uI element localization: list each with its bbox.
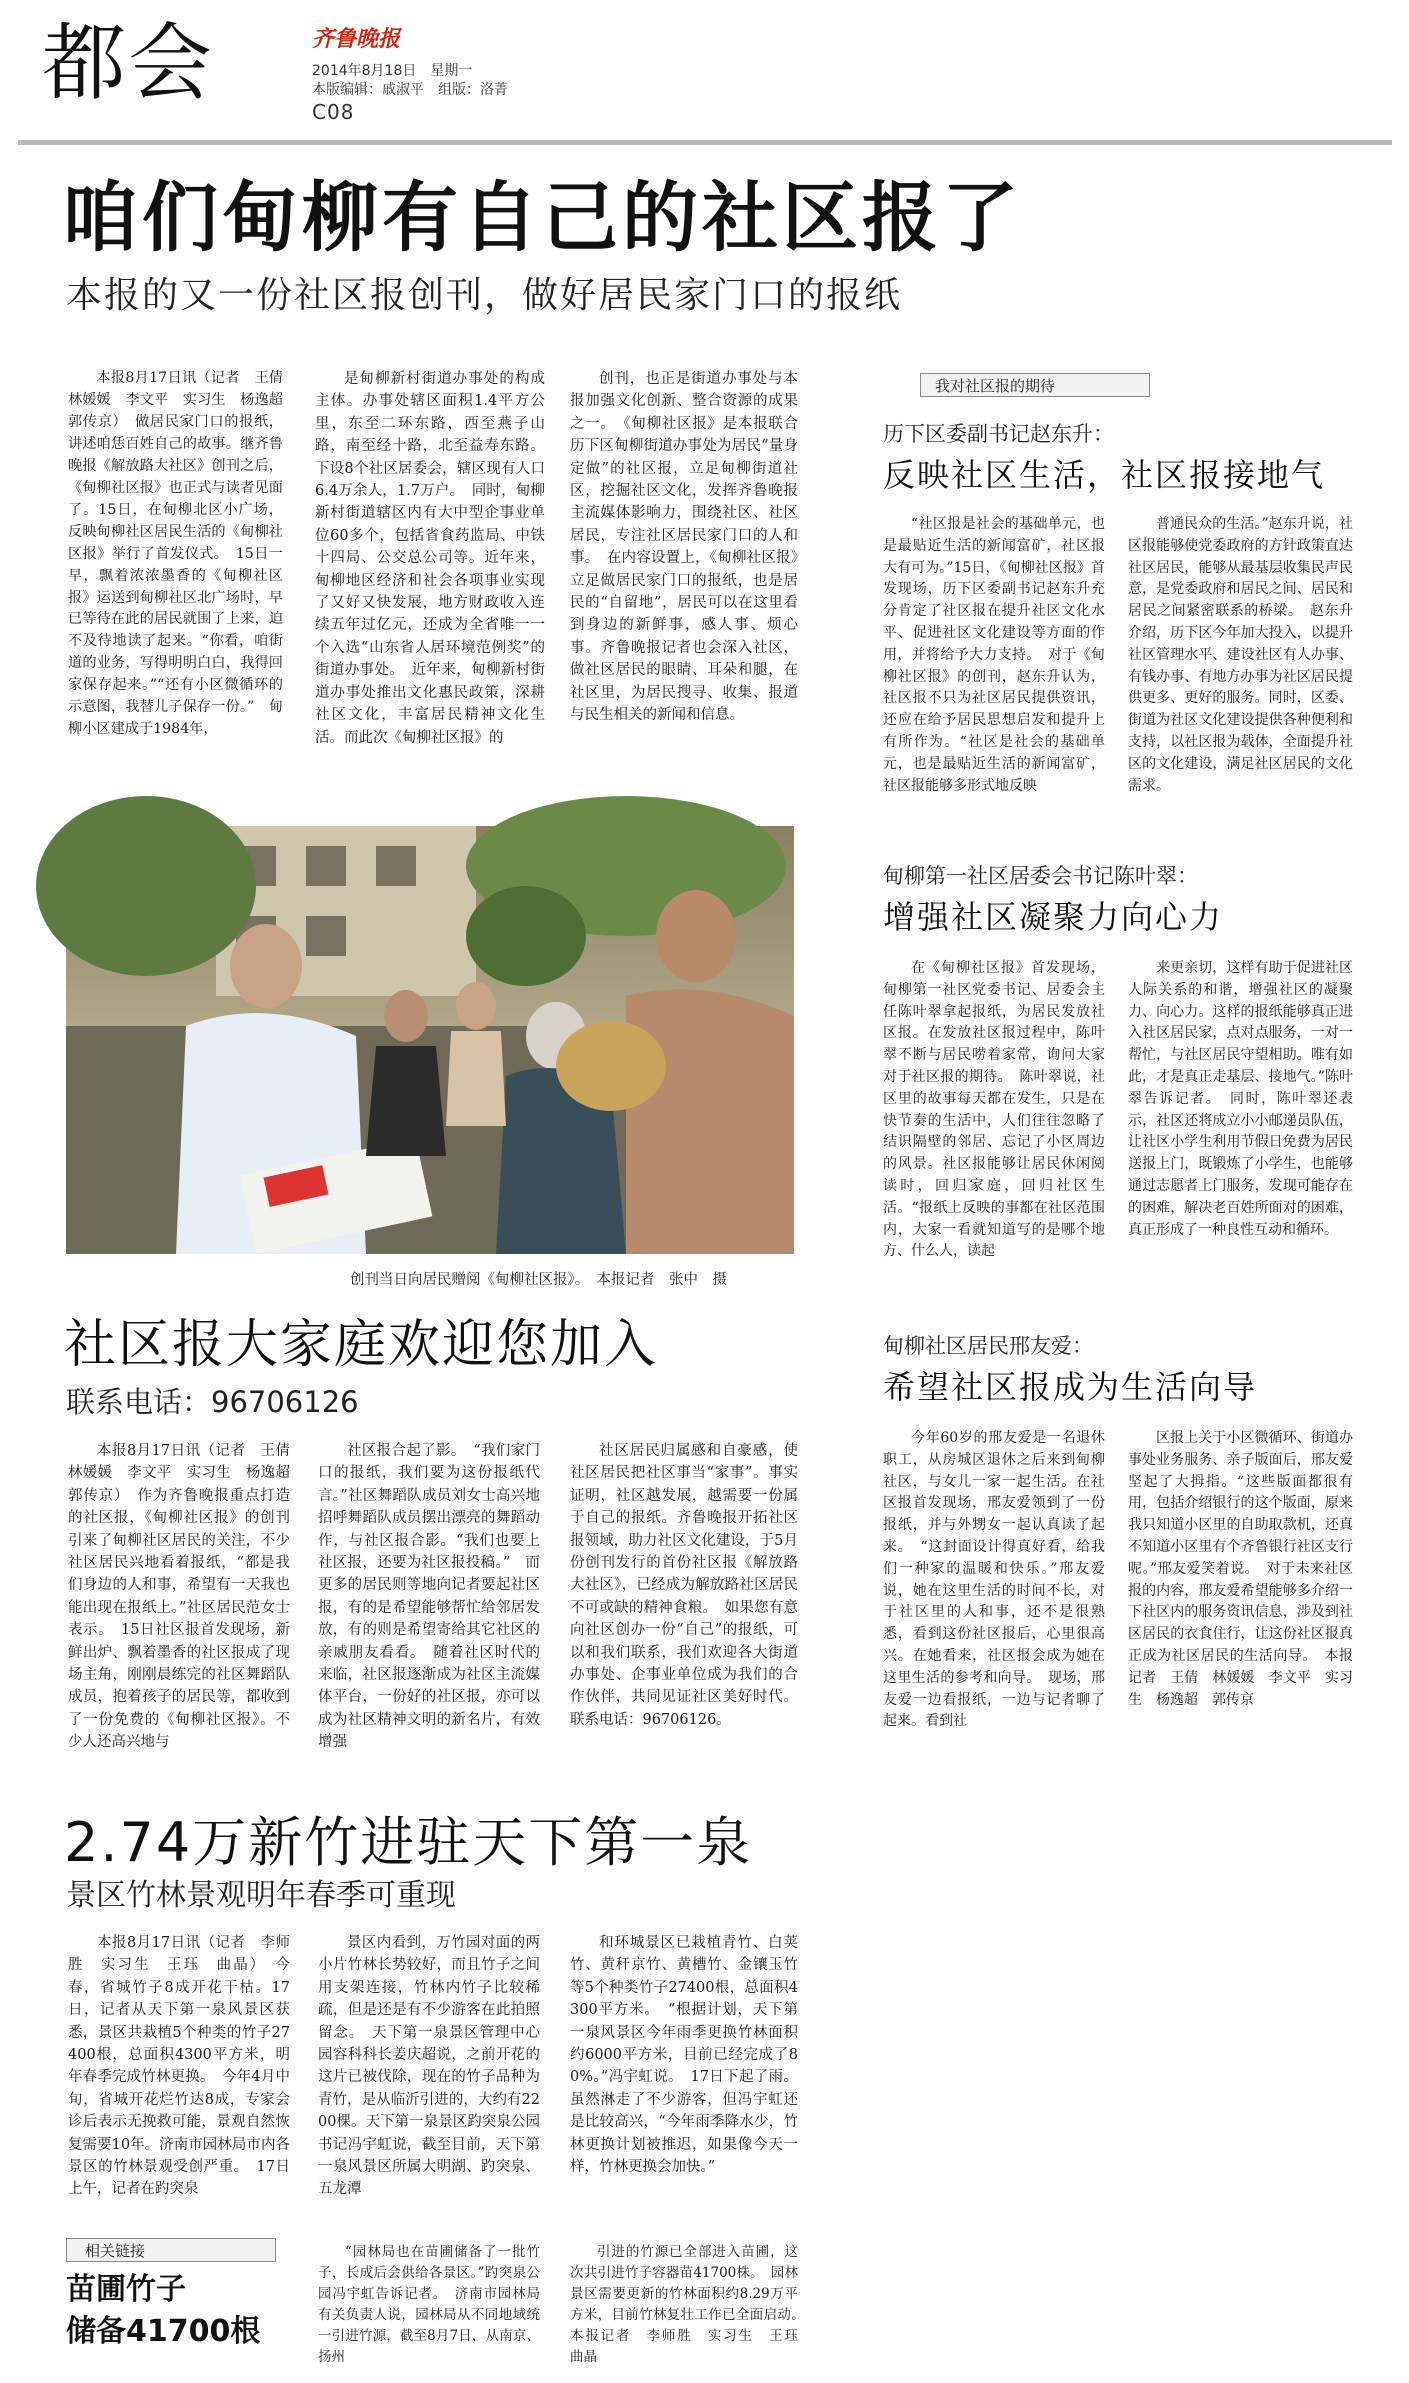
lead-col-2: 是甸柳新村街道办事处的构成主体。办事处辖区面积1.4平方公里，东至二环东路，西至燕子山路，南至经十路，北至益寿东路。下设8个社区居委会，辖区现有人口6.4万余人，1.7万户。 同时，甸柳新村街道辖区内有大中型企事业单位60多个，包括省食药监局、中铁十四局、公交总公司等。近年来，甸柳地区经济和社会各项事业实现了又好又快发展，地方财政收入连续五年过亿元，还成为全省唯一一个入选“山东省人居环境范例奖”的街道办事处。 近年来，甸柳新村街道办事处推出文化惠民政策，深耕社区文化，丰富居民精神文化生活。而此次《甸柳社区报》的: [315, 371, 545, 746]
sidebar-2-col-1: 在《甸柳社区报》首发现场，甸柳第一社区党委书记、居委会主任陈叶翠拿起报纸，为居民发放社区报。在发放社区报过程中，陈叶翠不断与居民唠着家常，询问大家对于社区报的期待。 陈叶翠说，社区里的故事每天都在发生，只是在快节奏的生活中，人们往往忽略了结识隔壁的邻居、忘记了小区周边的风景。社区报能够让居民休闲阅读时，回归家庭，回归社区生活。“报纸上反映的事都在社区范围内，大家一看就知道写的是哪个地方、什么人，读起: [883, 960, 1105, 1260]
lead-col-3: 创刊，也正是街道办事处与本报加强文化创新、整合资源的成果之一。 《甸柳社区报》是本报联合历下区甸柳街道办事处为居民“量身定做”的社区报，立足甸柳街道社区，挖掘社区文化，发挥齐鲁晚报主流媒体影响力，围绕社区、社区居民，专注社区居民家门口的人和事。 在内容设置上，《甸柳社区报》立足做居民家门口的报纸，也是居民的“自留地”，居民可以在这里看到身边的新鲜事，感人事、烦心事。齐鲁晚报记者也会深入社区，做社区居民的眼睛、耳朵和腿，在社区里，为居民搜寻、收集、报道与民生相关的新闻和信息。: [570, 371, 798, 724]
sidebar-1-speaker: 历下区委副书记赵东升：: [883, 422, 1114, 446]
sidebar-1-col-2: 普通民众的生活。”赵东升说，社区报能够使党委政府的方针政策直达社区居民，能够从最基层收集民声民意，是党委政府和居民之间、居民和居民之间紧密联系的桥梁。 赵东升介绍，历下区今年加大投入，以提升社区管理水平、建设社区有人办事、有钱办事、有地方办事为社区居民提供更多、更好的服务。同时，区委、街道为社区文化建设提供各种便利和支持，以社区报为载体，全面提升社区的文化建设，满足社区居民的文化需求。: [1128, 516, 1353, 794]
sidebar-1-col-1: “社区报是社会的基础单元，也是最贴近生活的新闻富矿，社区报大有可为。”15日，《甸柳社区报》首发现场，历下区委副书记赵东升充分肯定了社区报在提升社区文化水平、促进社区文化建设等方面的作用，并将给予大力支持。 对于《甸柳社区报》的创刊，赵东升认为，社区报不只为社区居民提供资讯，还应在给予居民思想启发和提升上有所作为。“社区是社会的基础单元，也是最贴近生活的新闻富矿，社区报能够多形式地反映: [883, 516, 1105, 794]
welcome-col-1: 本报8月17日讯（记者 王倩 林媛媛 李文平 实习生 杨逸超 郭传京） 作为齐鲁晚报重点打造的社区报，《甸柳社区报》的创刊引来了甸柳社区居民的关注，不少社区居民兴地看着报纸，“都是我们身边的人和事，希望有一天我也能出现在报纸上。”社区居民范女士表示。 15日社区报首发现场，新鲜出炉、飘着墨香的社区报成了现场主角，刚刚晨练完的社区舞蹈队成员，抱着孩子的居民等，都收到了一份免费的《甸柳社区报》。不少人还高兴地与: [68, 1443, 305, 1751]
sidebar-1-title: 反映社区生活，社区报接地气: [883, 456, 1326, 494]
box-col-2: 引进的竹源已全部进入苗圃，这次共引进竹子容器苗41700株。 园林景区需要更新的竹林面积约8.29万平方米，目前竹林复壮工作已全面启动。 本报记者 李师胜 实习生 王珏 曲晶: [570, 2244, 812, 2365]
lead-headline: 咱们甸柳有自己的社区报了: [62, 173, 1022, 262]
page-editors: 本版编辑：戚淑平 组版：洛菁: [312, 82, 508, 98]
lead-photo: [66, 826, 794, 1254]
lead-col-1: 本报8月17日讯（记者 王倩 林媛媛 李文平 实习生 杨逸超 郭传京） 做居民家门口的报纸，讲述咱恁百姓自己的故事。继齐鲁晚报《解放路大社区》创刊之后，《甸柳社区报》也正式与读者见面了。15日，在甸柳北区小广场，反映甸柳社区居民生活的《甸柳社区报》举行了首发仪式。 15日一早，飘着浓浓墨香的《甸柳社区报》运送到甸柳社区北广场时，早已等待在此的居民就围了上来，迫不及待地读了起来。“你看，咱街道的业务，写得明明白白，我得回家保存起来。”“还有小区微循环的示意图，我替儿子保存一份。” 甸柳小区建成于1984年，: [68, 370, 298, 738]
bamboo-subhead: 景区竹林景观明年春季可重现: [66, 1878, 456, 1913]
bamboo-headline: 2.74万新竹进驻天下第一泉: [64, 1811, 753, 1874]
sidebar-3-speaker: 甸柳社区居民邢友爱：: [883, 1334, 1093, 1358]
masthead-rule: [18, 140, 1392, 145]
photo-illustration: [66, 826, 794, 1254]
box-title-line-2: 储备41700根: [66, 2314, 261, 2349]
page-number: C08: [312, 100, 355, 124]
box-col-1: “园林局也在苗圃储备了一批竹子，长成后会供给各景区。”趵突泉公园冯宇虹告诉记者。 济南市园林局有关负责人说，园林局从不同地域统一引进竹源，截至8月7日，从南京、扬州: [318, 2244, 540, 2365]
box-title-line-1: 苗圃竹子: [66, 2272, 186, 2307]
welcome-phone: 联系电话：96706126: [66, 1385, 359, 1419]
box-label: 相关链接: [66, 2238, 276, 2262]
paper-logo: 齐鲁晚报: [312, 26, 401, 52]
sidebar-2-col-2: 来更亲切，这样有助于促进社区人际关系的和谐，增强社区的凝聚力、向心力。这样的报纸能够真正进入社区居民家，点对点服务，一对一帮忙，与社区居民守望相助。唯有如此，才是真正走基层、接地气。”陈叶翠告诉记者。 同时，陈叶翠还表示，社区还将成立小小邮递员队伍，让社区小学生利用节假日免费为居民送报上门，既锻炼了小学生，也能够通过志愿者上门服务，发现可能存在的困难，解决老百姓所面对的困难，真正形成了一种良性互动和循环。: [1128, 960, 1353, 1238]
welcome-col-3: 社区居民归属感和自豪感，使社区居民把社区事当“家事”。事实证明，社区越发展，越需要一份属于自己的报纸。齐鲁晚报开拓社区报领域，助力社区文化建设，于5月份创刊发行的首份社区报《解放路大社区》，已经成为解放路社区居民不可或缺的精神食粮。 如果您有意向社区创办一份“自己”的报纸，可以和我们联系，我们欢迎各大街道办事处、企事业单位成为我们的合作伙伴，共同见证社区美好时代。联系电话：96706126。: [570, 1443, 798, 1728]
sidebar-2-title: 增强社区凝聚力向心力: [883, 898, 1224, 936]
welcome-headline: 社区报大家庭欢迎您加入: [64, 1315, 659, 1375]
sidebar-3-col-2: 区报上关于小区微循环、街道办事处业务服务、亲子版面后，邢友爱坚起了大拇指。“这些版面都很有用，包括介绍银行的这个版面，原来我只知道小区里的自助取款机，还真不知道小区里有个齐鲁银行社区支行呢。”邢友爱笑着说。 对于未来社区报的内容，邢友爱希望能够多介绍一下社区内的服务资讯信息，涉及到社区居民的衣食住行，让这份社区报真正成为社区居民的生活向导。 本报记者 王倩 林媛媛 李文平 实习生 杨逸超 郭传京: [1128, 1430, 1353, 1708]
bamboo-col-1: 本报8月17日讯（记者 李师胜 实习生 王珏 曲晶） 今春，省城竹子8成开花干枯。17日，记者从天下第一泉风景区获悉，景区共栽植5个种类的竹子27400根，总面积4300平方米，明年春季完成竹林更换。 今年4月中旬，省城开花烂竹达8成，专家会诊后表示无挽救可能，景观自然恢复需要10年。济南市园林局市内各景区的竹林景观受创严重。 17日上午，记者在趵突泉: [68, 1935, 290, 2198]
sidebar-label: 我对社区报的期待: [920, 373, 1150, 397]
sidebar-2-speaker: 甸柳第一社区居委会书记陈叶翠：: [883, 864, 1198, 888]
lead-subhead: 本报的又一份社区报创刊，做好居民家门口的报纸: [66, 275, 903, 316]
issue-date: 2014年8月18日 星期一: [312, 63, 473, 79]
section-title: 都会: [42, 14, 215, 112]
welcome-col-2: 社区报合起了影。 “我们家门口的报纸，我们要为这份报纸代言。”社区舞蹈队成员刘女士高兴地招呼舞蹈队成员摆出漂亮的舞蹈动作，与社区报合影。“我们也要上社区报，还要为社区报投稿。” 而更多的居民则等地向记者要起社区报，有的是希望能够帮忙给邻居发放，有的则是希望寄给其它社区的亲戚朋友看看。 随着社区时代的来临，社区报逐渐成为社区主流媒体平台，一份好的社区报，亦可以成为社区精神文明的新名片，有效增强: [318, 1443, 540, 1751]
sidebar-3-col-1: 今年60岁的邢友爱是一名退休职工，从房城区退休之后来到甸柳社区，与女儿一家一起生活。在社区报首发现场，邢友爱领到了一份报纸，并与外甥女一起认真读了起来。 “这封面设计得真好看，给我们一种家的温暖和快乐。”邢友爱说，她在这里生活的时间不长，对于社区里的人和事，还不是很熟悉，看到这份社区报后，心里很高兴。在她看来，社区报会成为她在这里生活的参考和向导。 现场，邢友爱一边看报纸，一边与记者聊了起来。看到社: [883, 1430, 1105, 1730]
sidebar-3-title: 希望社区报成为生活向导: [883, 1368, 1258, 1406]
photo-caption: 创刊当日向居民赠阅《甸柳社区报》。 本报记者 张中 摄: [350, 1272, 727, 1288]
bamboo-col-2: 景区内看到，万竹园对面的两小片竹林长势较好，而且竹子之间用支架连接，竹林内竹子比较稀疏，但是还是有不少游客在此拍照留念。 天下第一泉景区管理中心园容科科长姜庆超说，之前开花的这片已被伐除，现在的竹子品种为青竹，是从临沂引进的，大约有2200棵。天下第一泉景区趵突泉公园书记冯宇虹说，截至目前，天下第一泉风景区所属大明湖、趵突泉、五龙潭: [318, 1935, 540, 2198]
bamboo-col-3: 和环城景区已栽植青竹、白荚竹、黄秆京竹、黄槽竹、金镶玉竹等5个种类竹子27400根，总面积4300平方米。 “根据计划，天下第一泉风景区今年雨季更换竹林面积约6000平方米，目前已经完成了80%。”冯宇虹说。 17日下起了雨。虽然淋走了不少游客，但冯宇虹还是比较高兴，“今年雨季降水少，竹林更换计划被推迟，如果像今天一样，竹林更换会加快。”: [570, 1935, 798, 2176]
